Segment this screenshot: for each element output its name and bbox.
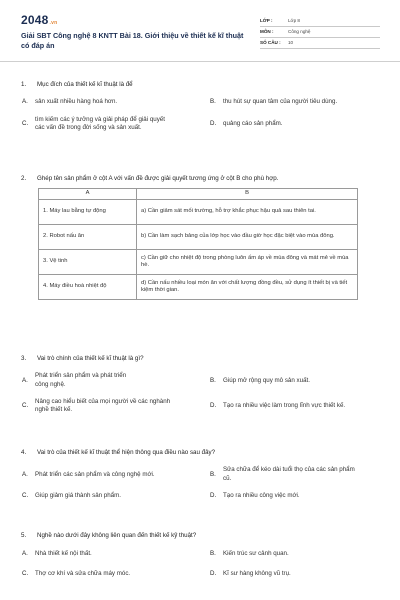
option-a[interactable] (21, 466, 209, 483)
option-letter: B. (210, 98, 216, 106)
option-text: Kĩ sư hàng không vũ trụ. (223, 569, 291, 577)
table-cell: 3. Vệ tinh (39, 250, 137, 275)
answer-options (21, 98, 380, 132)
column-header-b: B (137, 189, 358, 200)
table-header-row (39, 189, 358, 200)
option-letter: A. (22, 98, 28, 106)
question-4 (21, 449, 380, 500)
table-cell: d) Cần nấu nhiều loại món ăn với chất lượng đồng đều, sử dụng ít thiết bị và tiết kiệm thời gian. (137, 275, 358, 300)
option-b[interactable] (209, 98, 380, 106)
document-title: Giải SBT Công nghệ 8 KNTT Bài 18. Giới thiệu về thiết kế kĩ thuật có đáp án (21, 31, 244, 50)
question-3 (21, 355, 380, 415)
question-1 (21, 81, 380, 132)
option-letter: B. (210, 550, 216, 558)
question-number: 3. (21, 355, 27, 362)
table-row (39, 250, 358, 275)
question-header (21, 532, 380, 540)
table-row (39, 200, 358, 225)
table-cell: c) Cần giữ cho nhiệt độ trong phòng luôn ấm áp về mùa đông và mát mẻ về mùa hè. (137, 250, 358, 275)
header-divider (0, 61, 400, 62)
meta-value: Lớp 8 (288, 17, 300, 23)
question-header (21, 81, 380, 89)
option-b[interactable] (209, 550, 380, 558)
option-d[interactable] (209, 116, 380, 133)
answer-options (21, 550, 380, 578)
question-number: 5. (21, 532, 27, 539)
option-text: Thợ cơ khí và sửa chữa máy móc. (35, 569, 131, 577)
question-number: 4. (21, 449, 27, 456)
meta-info-box (260, 16, 380, 49)
table-cell: 1. Máy lau bằng tự động (39, 200, 137, 225)
question-text: Vai trò chính của thiết kế kĩ thuật là gì? (37, 355, 144, 362)
option-letter: D. (210, 569, 217, 577)
meta-label: MÔN : (260, 28, 274, 34)
question-header (21, 449, 380, 457)
option-text: Tạo ra nhiều công việc mới. (223, 492, 300, 500)
question-number: 2. (21, 175, 27, 182)
table-row (39, 225, 358, 250)
option-b[interactable] (209, 466, 380, 483)
option-text: thu hút sự quan tâm của người tiêu dùng. (223, 98, 338, 106)
option-text: Phát triển sản phẩm và phát triển công nghệ. (35, 372, 127, 388)
header-left (21, 14, 249, 50)
option-c[interactable] (21, 492, 209, 500)
question-number: 1. (21, 81, 27, 88)
option-text: Giúp mở rộng quy mô sản xuất. (223, 376, 310, 384)
option-text: Nhà thiết kế nội thất. (35, 550, 92, 558)
option-a[interactable] (21, 550, 209, 558)
option-letter: B. (210, 376, 216, 384)
table-cell: b) Cần làm sạch bảng của lớp học vào đầu giờ học đặc biệt vào mùa đông. (137, 225, 358, 250)
question-text: Nghề nào dưới đây không liên quan đến thiết kế kỹ thuật? (37, 532, 197, 539)
question-header (21, 175, 380, 183)
meta-value: Công nghệ (288, 28, 311, 34)
option-c[interactable] (21, 570, 209, 578)
logo-suffix: .vn (49, 20, 58, 26)
option-d[interactable] (209, 570, 380, 578)
table-row (39, 275, 358, 300)
option-letter: C. (22, 402, 29, 410)
meta-row-subject (260, 27, 380, 38)
option-text: Kiến trúc sư cảnh quan. (223, 550, 289, 558)
option-d[interactable] (209, 398, 380, 415)
question-2 (21, 175, 380, 300)
question-text: Mục đích của thiết kế kĩ thuật là để (37, 81, 133, 88)
table-cell: 4. Máy điều hoà nhiệt độ (39, 275, 137, 300)
option-c[interactable] (21, 398, 209, 415)
option-text: Tạo ra nhiều việc làm trong lĩnh vực thiết kế. (223, 402, 346, 410)
option-letter: D. (210, 402, 217, 410)
option-text: tìm kiếm các ý tưởng và giải pháp để giải quyết các vấn đề trong đời sống và sản xuất. (35, 115, 165, 132)
question-text: Vai trò của thiết kế kĩ thuật thể hiện thông qua điều nào sau đây? (37, 449, 216, 456)
option-c[interactable] (21, 116, 209, 133)
option-text: quảng cáo sản phẩm. (223, 119, 283, 127)
option-a[interactable] (21, 372, 209, 389)
matching-table (38, 188, 358, 300)
option-text: Phát triển các sản phẩm và công nghệ mới. (35, 470, 155, 478)
option-letter: B. (210, 470, 216, 478)
option-text: Nâng cao hiểu biết của mọi người về các nghành nghề thiết kế. (35, 398, 171, 414)
option-letter: A. (22, 470, 28, 478)
question-5 (21, 532, 380, 578)
meta-row-grade (260, 16, 380, 27)
meta-label: LỚP : (260, 17, 273, 23)
option-b[interactable] (209, 372, 380, 389)
document-header (21, 14, 380, 50)
answer-options (21, 372, 380, 414)
option-letter: D. (210, 119, 217, 127)
option-text: Sửa chữa để kéo dài tuổi thọ của các sản phẩm cũ. (223, 466, 355, 482)
table-cell: a) Cần giảm sát mối trường, hỗ trợ khắc phục hậu quả sau thiên tai. (137, 200, 358, 225)
option-text: sản xuất nhiều hàng hoá hơn. (35, 98, 118, 106)
question-text: Ghép tên sản phẩm ở cột A với vấn đề được giải quyết tương ứng ở cột B cho phù hợp. (37, 175, 279, 182)
question-header (21, 355, 380, 363)
answer-options (21, 466, 380, 500)
site-logo[interactable] (21, 14, 249, 26)
option-letter: A. (22, 550, 28, 558)
option-letter: C. (22, 492, 29, 500)
meta-row-question-count (260, 38, 380, 49)
option-letter: C. (22, 569, 29, 577)
table-cell: 2. Robot nấu ăn (39, 225, 137, 250)
meta-label: SỐ CÂU : (260, 39, 281, 45)
column-header-a: A (39, 189, 137, 200)
option-a[interactable] (21, 98, 209, 106)
logo-text: 2048 (21, 13, 49, 27)
option-letter: C. (22, 119, 29, 127)
option-text: Giúp giảm giá thành sản phẩm. (35, 492, 121, 500)
option-d[interactable] (209, 492, 380, 500)
meta-value: 10 (288, 39, 294, 45)
option-letter: A. (22, 376, 28, 384)
option-letter: D. (210, 492, 217, 500)
